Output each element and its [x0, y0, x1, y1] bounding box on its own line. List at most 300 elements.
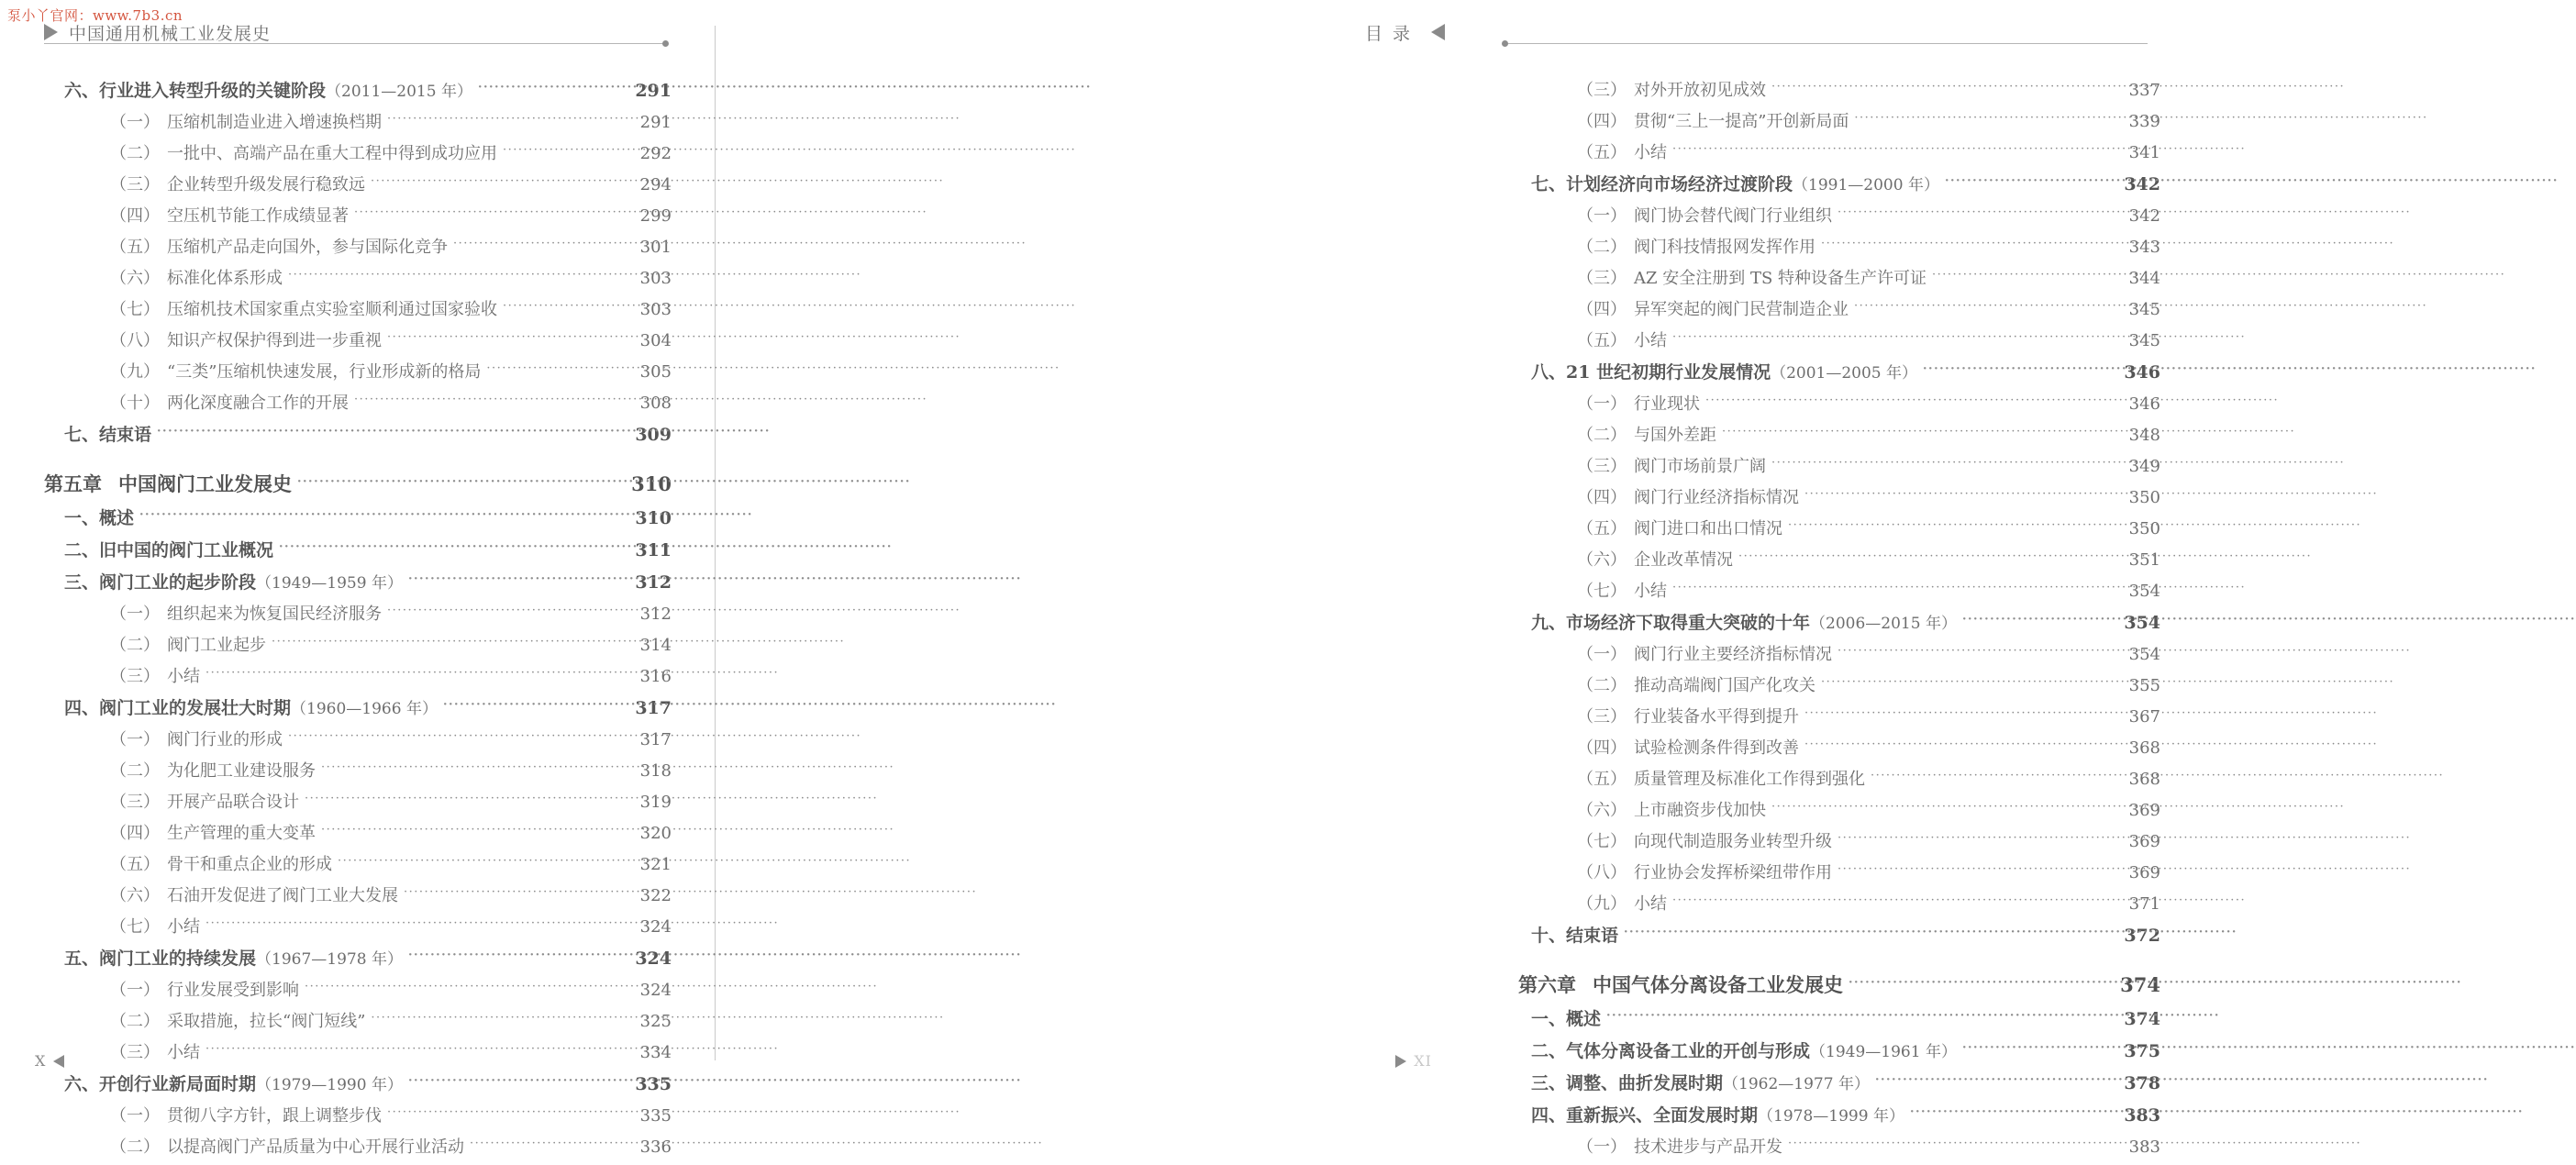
toc-leader-dots — [1923, 361, 2116, 378]
toc-entry-number: （三） — [1577, 457, 1627, 476]
toc-entry-number: 一、 — [64, 508, 100, 528]
toc-entry-label — [1577, 860, 1832, 883]
toc-entry[interactable] — [1518, 77, 2160, 101]
toc-entry-number: 七、 — [64, 425, 100, 445]
toc-entry-title: 阀门工业起步 — [167, 636, 266, 655]
right-toc-list — [1518, 70, 2160, 1165]
toc-entry-title: 阀门市场前景广阔 — [1634, 457, 1766, 476]
toc-entry-number: 二、 — [64, 540, 100, 560]
toc-leader-dots — [1804, 486, 2118, 503]
toc-entry-number: （一） — [1577, 645, 1627, 664]
toc-leader-dots — [404, 884, 629, 901]
toc-entry-page-number: 324 — [635, 949, 672, 969]
toc-entry[interactable] — [44, 77, 672, 102]
left-running-head — [44, 20, 271, 44]
toc-entry-page-number: 345 — [2128, 300, 2160, 319]
toc-entry-label — [1577, 797, 1766, 821]
toc-entry-label — [1531, 1037, 1957, 1062]
toc-entry-label — [110, 851, 332, 875]
toc-entry-title: 试验检测条件得到改善 — [1634, 738, 1799, 758]
toc-entry-title: 小结 — [167, 917, 200, 937]
toc-entry[interactable] — [44, 1039, 672, 1063]
toc-leader-dots — [1672, 580, 2118, 596]
toc-entry-label — [110, 172, 365, 195]
toc-entry[interactable] — [1518, 234, 2160, 258]
toc-leader-dots — [503, 142, 629, 159]
toc-entry[interactable] — [1518, 1102, 2160, 1126]
toc-entry-number: （二） — [110, 1137, 160, 1157]
toc-entry[interactable] — [1518, 359, 2160, 383]
toc-entry-page-number: 304 — [639, 331, 672, 350]
toc-leader-dots — [1875, 1071, 2116, 1089]
toc-entry[interactable] — [44, 470, 672, 497]
toc-entry-title: 以提高阀门产品质量为中心开展行业活动 — [167, 1137, 464, 1157]
toc-entry-page-number: 383 — [2128, 1137, 2160, 1157]
toc-entry-page-number: 291 — [635, 81, 672, 101]
triangle-right-icon — [1395, 1055, 1406, 1068]
toc-entry[interactable] — [44, 727, 672, 750]
toc-entry-page-number: 369 — [2128, 832, 2160, 851]
toc-entry-label — [1531, 1005, 1601, 1030]
toc-entry-number: （四） — [110, 824, 160, 843]
toc-leader-dots — [1932, 267, 2118, 283]
toc-leader-dots — [1962, 1039, 2116, 1057]
toc-entry[interactable] — [1518, 139, 2160, 163]
toc-leader-dots — [205, 1041, 629, 1058]
toc-entry[interactable] — [44, 914, 672, 938]
toc-entry-page-number: 321 — [639, 855, 672, 874]
toc-entry-title: 阀门工业的发展壮大时期 — [99, 698, 292, 718]
toc-entry-title: 21 世纪初期行业发展情况 — [1566, 362, 1771, 383]
toc-entry-label — [110, 1134, 464, 1158]
toc-entry-page-number: 319 — [639, 793, 672, 812]
toc-entry-title: 开展产品联合设计 — [167, 793, 299, 812]
toc-leader-dots — [1705, 393, 2118, 409]
toc-entry-label — [110, 977, 299, 1001]
toc-entry-title: 阀门行业的形成 — [167, 730, 283, 749]
toc-entry[interactable] — [44, 1071, 672, 1095]
toc-entry[interactable] — [1518, 547, 2160, 571]
toc-entry-title: 阀门进口和出口情况 — [1634, 519, 1782, 538]
toc-entry-page-number: 369 — [2128, 863, 2160, 882]
toc-entry-title: 行业现状 — [1634, 394, 1700, 414]
toc-entry-page-number: 303 — [639, 300, 672, 319]
toc-leader-dots — [1771, 799, 2118, 816]
toc-entry-number: （一） — [110, 730, 160, 749]
toc-entry-label — [1577, 453, 1766, 477]
toc-leader-dots — [1771, 79, 2118, 95]
toc-entry-label — [1577, 516, 1782, 539]
toc-entry-label — [1531, 171, 1939, 195]
toc-leader-dots — [1672, 329, 2118, 346]
toc-entry[interactable] — [44, 758, 672, 782]
toc-entry[interactable] — [44, 421, 672, 446]
toc-entry[interactable] — [44, 945, 672, 970]
toc-entry-number: 三、 — [64, 572, 100, 593]
toc-entry-number: （一） — [1577, 1137, 1627, 1157]
toc-entry-page-number: 310 — [635, 508, 672, 528]
toc-entry-years: （2006—2015 年） — [1810, 615, 1957, 633]
toc-entry-title: 阀门协会替代阀门行业组织 — [1634, 206, 1832, 226]
toc-entry-page-number: 309 — [635, 425, 672, 445]
toc-leader-dots — [1838, 861, 2118, 878]
toc-leader-dots — [288, 728, 629, 745]
toc-entry-title: 概述 — [99, 508, 135, 528]
toc-entry-label — [64, 945, 403, 970]
toc-entry[interactable] — [1518, 453, 2160, 477]
toc-entry-label — [64, 505, 134, 529]
toc-leader-dots — [1821, 236, 2118, 252]
toc-entry-number: （五） — [110, 855, 160, 874]
toc-leader-dots — [338, 853, 629, 870]
toc-entry-title: 中国气体分离设备工业发展史 — [1593, 973, 1843, 996]
toc-entry-label — [1577, 108, 1849, 132]
toc-entry-page-number: 294 — [639, 175, 672, 194]
toc-entry-number: （八） — [1577, 863, 1627, 882]
toc-entry[interactable] — [44, 327, 672, 351]
toc-entry[interactable] — [44, 1008, 672, 1032]
toc-entry-label — [1577, 77, 1766, 101]
toc-entry-title: 阀门行业主要经济指标情况 — [1634, 645, 1832, 664]
toc-entry-label — [110, 234, 448, 258]
toc-entry-page-number: 317 — [639, 730, 672, 749]
toc-entry[interactable] — [44, 296, 672, 320]
toc-entry-number: （一） — [110, 605, 160, 624]
toc-entry-title: 空压机节能工作成绩显著 — [167, 206, 349, 226]
toc-entry-page-number: 367 — [2128, 707, 2160, 727]
toc-entry-number: （五） — [1577, 770, 1627, 789]
toc-entry-number: （三） — [110, 667, 160, 686]
toc-entry[interactable] — [1518, 704, 2160, 727]
toc-entry-number: 八、 — [1531, 362, 1567, 383]
toc-entry[interactable] — [1518, 766, 2160, 790]
toc-entry-page-number: 325 — [639, 1012, 672, 1031]
toc-entry[interactable] — [1518, 891, 2160, 915]
toc-entry-title: 企业改革情况 — [1634, 550, 1733, 570]
toc-entry-title: 小结 — [1634, 582, 1667, 601]
left-toc-list — [44, 70, 672, 1165]
toc-entry-number: 二、 — [1531, 1041, 1567, 1061]
toc-entry[interactable] — [1518, 860, 2160, 883]
toc-entry-label — [1577, 766, 1865, 790]
toc-entry[interactable] — [44, 359, 672, 383]
toc-entry-number: （三） — [1577, 81, 1627, 100]
toc-entry-label — [64, 1071, 403, 1095]
toc-entry-label — [1531, 922, 1618, 947]
toc-entry-label — [1531, 609, 1957, 634]
toc-leader-dots — [305, 979, 629, 995]
toc-entry[interactable] — [44, 882, 672, 906]
toc-entry-label — [1531, 1070, 1870, 1094]
right-running-head — [1361, 20, 1445, 44]
toc-entry-page-number: 342 — [2128, 206, 2160, 226]
toc-entry-title: 与国外差距 — [1634, 426, 1716, 445]
toc-entry[interactable] — [1518, 422, 2160, 446]
right-running-head-title: 目录 — [1364, 23, 1420, 44]
toc-leader-dots — [354, 392, 629, 408]
toc-entry-title: 质量管理及标准化工作得到强化 — [1634, 770, 1865, 789]
toc-entry[interactable] — [1518, 1005, 2160, 1030]
toc-entry-title: 气体分离设备工业的开创与形成 — [1566, 1041, 1811, 1061]
toc-entry-page-number: 348 — [2128, 426, 2160, 445]
toc-entry-title: 对外开放初见成效 — [1634, 81, 1766, 100]
toc-entry[interactable] — [44, 203, 672, 227]
toc-leader-dots — [272, 634, 629, 650]
toc-entry[interactable] — [44, 977, 672, 1001]
toc-entry-number: （六） — [1577, 550, 1627, 570]
toc-entry-label — [1577, 391, 1700, 415]
toc-entry-number: （四） — [1577, 738, 1627, 758]
toc-entry-number: 第五章 — [44, 472, 102, 495]
toc-entry[interactable] — [1518, 578, 2160, 602]
toc-entry-number: （二） — [110, 636, 160, 655]
toc-entry[interactable] — [1518, 641, 2160, 665]
toc-entry-label — [110, 359, 481, 383]
toc-entry-page-number: 350 — [2128, 519, 2160, 538]
toc-entry[interactable] — [1518, 296, 2160, 320]
toc-leader-dots — [205, 915, 629, 932]
toc-entry-title: 市场经济下取得重大突破的十年 — [1566, 613, 1811, 633]
toc-entry[interactable] — [1518, 828, 2160, 852]
toc-entry-page-number: 369 — [2128, 801, 2160, 820]
toc-entry-title: 概述 — [1566, 1009, 1602, 1029]
left-running-head-title: 中国通用机械工业发展史 — [69, 23, 272, 44]
toc-entry-number: （九） — [1577, 894, 1627, 914]
toc-entry-page-number: 312 — [639, 605, 672, 624]
toc-entry-page-number: 337 — [2128, 81, 2160, 100]
toc-entry-number: （五） — [110, 238, 160, 257]
toc-entry-page-number: 374 — [2120, 973, 2160, 996]
toc-entry-number: （六） — [110, 269, 160, 288]
toc-entry-page-number: 312 — [635, 572, 672, 593]
toc-entry[interactable] — [44, 789, 672, 813]
toc-leader-dots — [1838, 643, 2118, 660]
toc-entry[interactable] — [44, 140, 672, 164]
toc-entry-years: （1949—1959 年） — [256, 574, 403, 593]
toc-leader-dots — [387, 1104, 629, 1121]
toc-entry[interactable] — [1518, 516, 2160, 539]
toc-entry-number: 一、 — [1531, 1009, 1567, 1029]
toc-leader-dots — [408, 947, 627, 964]
toc-entry-title: 阀门科技情报网发挥作用 — [1634, 238, 1815, 257]
toc-entry[interactable] — [1518, 922, 2160, 947]
toc-entry[interactable] — [1518, 203, 2160, 227]
toc-leader-dots — [305, 791, 629, 807]
toc-entry-number: （一） — [1577, 394, 1627, 414]
right-header-rule-dot-icon — [1502, 40, 1508, 47]
left-folio-number: X — [35, 1052, 47, 1070]
toc-entry-label — [1577, 891, 1667, 915]
toc-entry-page-number: 350 — [2128, 488, 2160, 507]
toc-leader-dots — [1771, 455, 2118, 472]
toc-entry[interactable] — [44, 632, 672, 656]
toc-entry-label — [1577, 296, 1849, 320]
toc-leader-dots — [1672, 893, 2118, 909]
toc-entry-page-number: 355 — [2128, 676, 2160, 695]
toc-entry-number: （三） — [1577, 707, 1627, 727]
toc-entry[interactable] — [1518, 1070, 2160, 1094]
toc-leader-dots — [1788, 517, 2118, 534]
toc-entry-page-number: 368 — [2128, 738, 2160, 758]
toc-entry-number: （一） — [110, 981, 160, 1000]
toc-entry[interactable] — [1518, 609, 2160, 634]
toc-entry-title: 两化深度融合工作的开展 — [167, 394, 349, 413]
toc-entry-number: （六） — [110, 886, 160, 905]
toc-entry-years: （1979—1990 年） — [256, 1076, 403, 1094]
toc-entry[interactable] — [1518, 797, 2160, 821]
toc-entry[interactable] — [44, 851, 672, 875]
toc-entry[interactable] — [44, 663, 672, 687]
toc-entry-number: （二） — [1577, 676, 1627, 695]
toc-entry-years: （1991—2000 年） — [1793, 176, 1939, 194]
toc-leader-dots — [321, 822, 629, 838]
toc-entry[interactable] — [44, 265, 672, 289]
toc-entry[interactable] — [44, 569, 672, 594]
toc-entry[interactable] — [44, 820, 672, 844]
toc-leader-dots — [478, 79, 627, 96]
toc-entry-page-number: 342 — [2124, 174, 2160, 194]
toc-entry-label — [64, 694, 438, 719]
toc-entry-title: 为化肥工业建设服务 — [167, 761, 316, 781]
toc-entry[interactable] — [1518, 484, 2160, 508]
toc-entry-label — [1577, 735, 1799, 759]
toc-entry-title: 中国阀门工业发展史 — [118, 472, 292, 495]
toc-entry-title: 技术进步与产品开发 — [1634, 1137, 1782, 1157]
toc-entry-page-number: 318 — [639, 761, 672, 781]
toc-entry-label — [1577, 139, 1667, 163]
toc-entry-number: （九） — [110, 362, 160, 382]
toc-entry-page-number: 336 — [639, 1137, 672, 1157]
left-header-rule-dot-icon — [662, 40, 669, 47]
toc-entry-number: （三） — [110, 175, 160, 194]
toc-entry-label — [1577, 547, 1733, 571]
toc-entry-label — [1577, 641, 1832, 665]
toc-entry[interactable] — [44, 505, 672, 529]
toc-entry-number: 三、 — [1531, 1073, 1567, 1093]
toc-entry-number: （五） — [1577, 519, 1627, 538]
toc-entry-page-number: 291 — [639, 113, 672, 132]
toc-entry[interactable] — [44, 1103, 672, 1126]
toc-entry-number: （四） — [1577, 488, 1627, 507]
toc-leader-dots — [1788, 1136, 2118, 1152]
toc-entry-page-number: 341 — [2128, 143, 2160, 162]
toc-entry-label — [110, 265, 283, 289]
toc-entry-number: （七） — [1577, 582, 1627, 601]
toc-entry[interactable] — [44, 694, 672, 719]
toc-leader-dots — [470, 1136, 629, 1152]
toc-entry[interactable] — [44, 1134, 672, 1158]
toc-entry-page-number: 324 — [639, 981, 672, 1000]
toc-entry-page-number: 317 — [635, 698, 672, 718]
toc-entry-number: （二） — [110, 144, 160, 163]
toc-entry-number: （七） — [110, 300, 160, 319]
toc-entry-title: 推动高端阀门国产化攻关 — [1634, 676, 1815, 695]
left-page — [0, 0, 736, 1157]
toc-leader-dots — [408, 1072, 627, 1090]
toc-entry[interactable] — [1518, 971, 2160, 998]
toc-entry-label — [110, 663, 200, 687]
toc-entry[interactable] — [1518, 672, 2160, 696]
toc-entry[interactable] — [44, 601, 672, 625]
toc-entry-title: 向现代制造服务业转型升级 — [1634, 832, 1832, 851]
toc-entry[interactable] — [1518, 391, 2160, 415]
toc-entry[interactable] — [1518, 108, 2160, 132]
toc-leader-dots — [1722, 424, 2118, 440]
toc-entry[interactable] — [1518, 265, 2160, 289]
toc-entry-page-number: 378 — [2124, 1073, 2160, 1093]
toc-entry-number: （六） — [1577, 801, 1627, 820]
toc-entry-label — [1577, 828, 1832, 852]
toc-entry-label — [110, 1103, 382, 1126]
toc-entry[interactable] — [44, 390, 672, 414]
toc-entry-title: 计划经济向市场经济过渡阶段 — [1566, 174, 1793, 194]
toc-entry-label — [110, 914, 200, 938]
toc-entry-title: 调整、曲折发展时期 — [1566, 1073, 1724, 1093]
toc-entry-page-number: 354 — [2124, 613, 2160, 633]
toc-entry-title: 结束语 — [1566, 926, 1619, 946]
toc-entry[interactable] — [44, 537, 672, 561]
toc-entry-page-number: 310 — [631, 472, 672, 495]
toc-entry-number: 五、 — [64, 949, 100, 969]
toc-entry-title: 结束语 — [99, 425, 152, 445]
toc-entry-number: （二） — [1577, 426, 1627, 445]
toc-entry-page-number: 346 — [2128, 394, 2160, 414]
toc-entry-label — [110, 727, 283, 750]
toc-entry-label — [110, 327, 382, 351]
toc-entry[interactable] — [1518, 327, 2160, 351]
toc-entry-page-number: 303 — [639, 269, 672, 288]
toc-entry-title: 骨干和重点企业的形成 — [167, 855, 332, 874]
toc-leader-dots — [1910, 1104, 2116, 1121]
toc-entry-label — [110, 1008, 365, 1032]
toc-entry-title: 组织起来为恢复国民经济服务 — [167, 605, 382, 624]
toc-entry-years: （1978—1999 年） — [1758, 1107, 1904, 1126]
toc-entry-number: （三） — [110, 1043, 160, 1062]
toc-entry-title: 小结 — [1634, 143, 1667, 162]
toc-entry-label — [1577, 704, 1799, 727]
toc-entry-number: （七） — [1577, 832, 1627, 851]
toc-entry-page-number: 372 — [2124, 926, 2160, 946]
toc-entry-label — [1577, 327, 1667, 351]
toc-entry-title: 压缩机产品走向国外，参与国际化竞争 — [167, 238, 448, 257]
toc-entry[interactable] — [1518, 1037, 2160, 1062]
toc-entry-page-number: 316 — [639, 667, 672, 686]
toc-entry-number: （五） — [1577, 331, 1627, 350]
toc-entry-title: 压缩机制造业进入增速换档期 — [167, 113, 382, 132]
left-page-folio — [35, 1052, 64, 1070]
toc-entry-title: 石油开发促进了阀门工业大发展 — [167, 886, 398, 905]
toc-entry-number: （八） — [110, 331, 160, 350]
toc-entry[interactable] — [44, 234, 672, 258]
toc-entry-title: 贯彻八字方针，跟上调整步伐 — [167, 1106, 382, 1126]
toc-entry[interactable] — [44, 109, 672, 133]
toc-entry[interactable] — [1518, 735, 2160, 759]
toc-entry-label — [110, 390, 349, 414]
toc-entry[interactable] — [1518, 171, 2160, 195]
toc-entry-title: 异军突起的阀门民营制造企业 — [1634, 300, 1849, 319]
triangle-left-icon — [1431, 24, 1445, 40]
toc-entry-years: （1967—1978 年） — [256, 950, 403, 969]
toc-entry-number: （一） — [110, 1106, 160, 1126]
toc-entry[interactable] — [1518, 1134, 2160, 1158]
toc-entry-number: 十、 — [1531, 926, 1567, 946]
toc-leader-dots — [205, 665, 629, 682]
toc-entry-title: 上市融资步伐加快 — [1634, 801, 1766, 820]
toc-leader-dots — [288, 267, 629, 283]
toc-entry[interactable] — [44, 172, 672, 195]
toc-entry-label — [1531, 359, 1917, 383]
toc-entry-label — [1577, 265, 1926, 289]
